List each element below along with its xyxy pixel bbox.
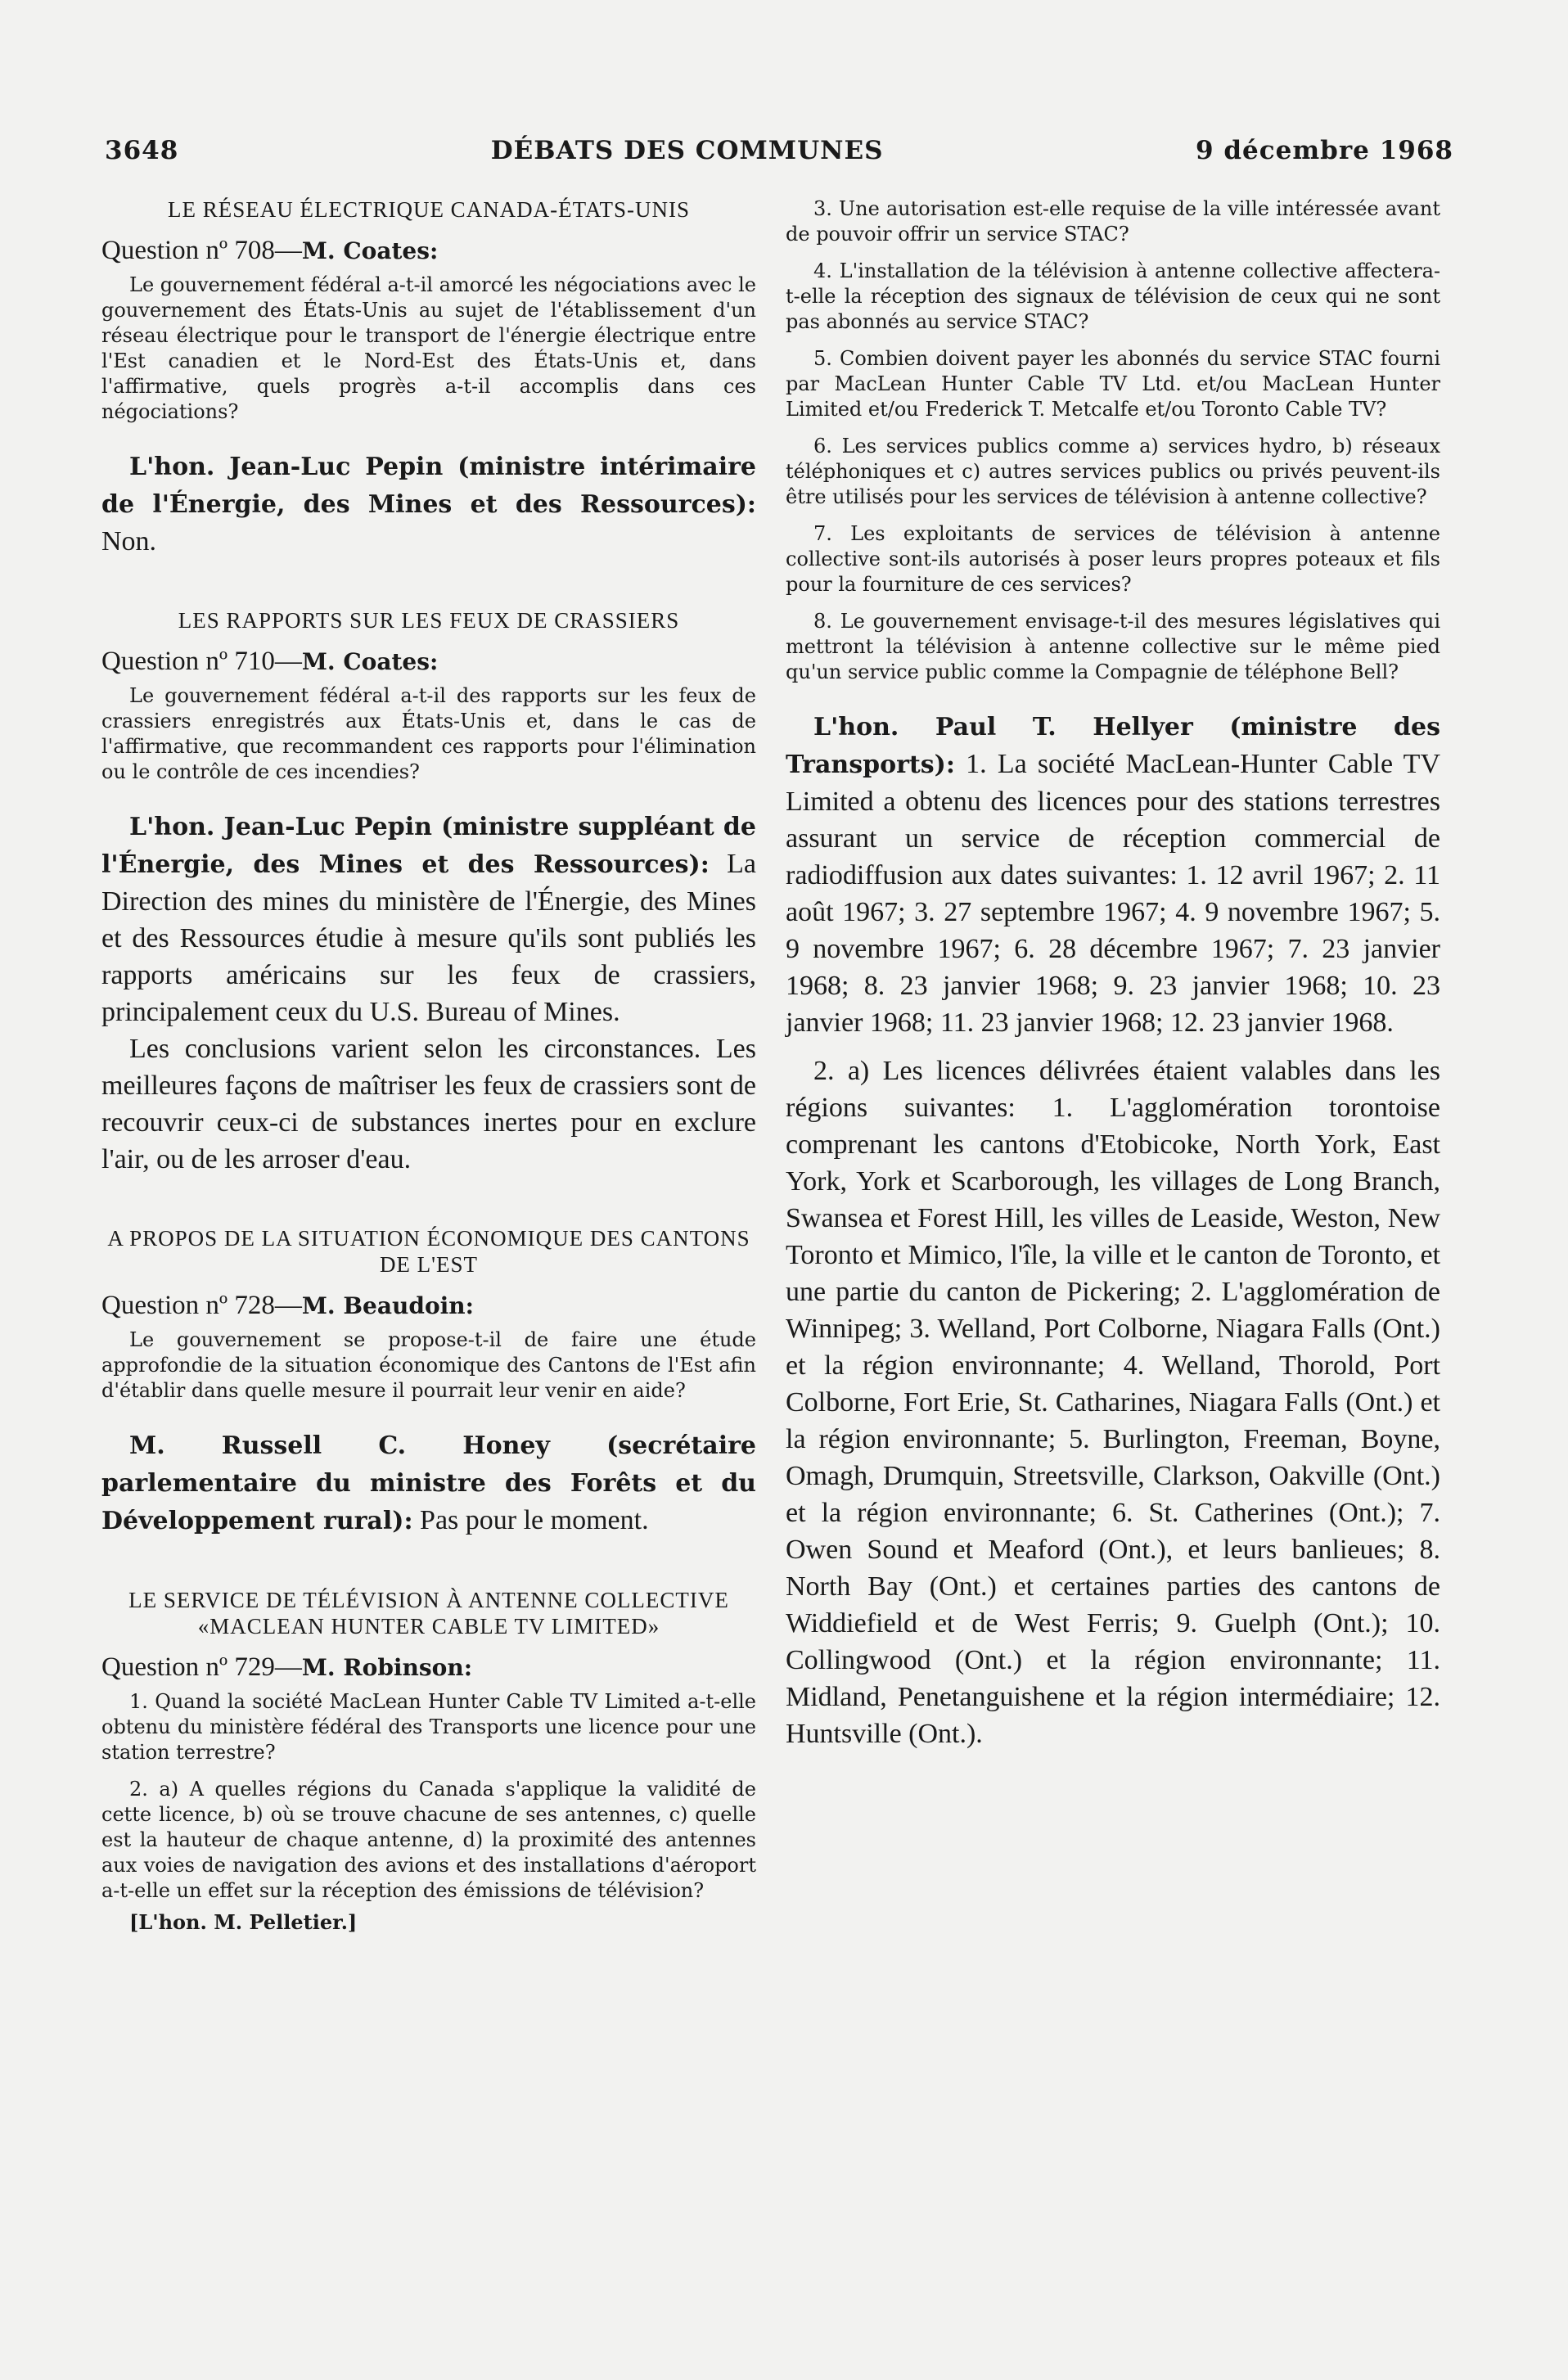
question-number: Question nº 729— [101,1652,302,1682]
page-header [105,136,1453,165]
answer-text: La Direction des mines du ministère de l'Énergie, des Mines et des Ressources étudie à mesure qu'ils sont publiés les rapports américains sur les feux de crassiers, principalement ceux du U.S. Bureau of Mines. [101,849,757,1027]
answer-paragraph [101,448,756,560]
question-line [101,1651,756,1684]
question-text: 4. L'installation de la télévision à antenne collective affectera-t-elle la réception des signaux de télévision de ceux qui ne sont pas abonnés au service STAC? [786,259,1440,333]
section-heading: LE RÉSEAU ÉLECTRIQUE CANADA-ÉTATS-UNIS [167,197,691,222]
question-text: Le gouvernement fédéral a-t-il amorcé les négociations avec le gouvernement des États-Unis au sujet de l'établissement d'un réseau électrique pour le transport de l'énergie électrique entre l'Est canadien et le Nord-Est des États-Unis et, dans l'affirmative, quels progrès a-t-il accomplis dans ces négociations? [101,273,756,423]
speaker: M. Russell C. Honey (secrétaire parlementaire du ministre des Forêts et du Développement rural): [101,1431,756,1535]
question-text: Le gouvernement se propose-t-il de faire une étude approfondie de la situation économique des Cantons de l'Est afin d'établir dans quelle mesure il pourrait leur venir en aide? [101,1328,756,1402]
answer-paragraph [101,808,756,1030]
speaker: L'hon. Jean-Luc Pepin (ministre suppléant de l'Énergie, des Mines et des Ressources): [101,813,756,879]
question-number: Question nº 710— [101,647,302,676]
question-line [101,234,756,268]
section-heading: LE SERVICE DE TÉLÉVISION À ANTENNE COLLECTIVE «MACLEAN HUNTER CABLE TV LIMITED» [128,1588,729,1639]
speaker: L'hon. Paul T. Hellyer (ministre des Transports): [786,713,1440,779]
page-title: DÉBATS DES COMMUNES [490,136,884,165]
question-text: 6. Les services publics comme a) services hydro, b) réseaux téléphoniques et c) autres services publics ou privés peuvent-ils être utilisés pour les services de télévision à antenne collective? [786,435,1440,508]
question-text: 3. Une autorisation est-elle requise de la ville intéressée avant de pouvoir offrir un service STAC? [786,197,1440,246]
speaker: L'hon. Jean-Luc Pepin (ministre intérimaire de l'Énergie, des Mines et des Ressources): [101,453,756,519]
question-text: 2. a) A quelles régions du Canada s'applique la validité de cette licence, b) où se trouve chacune de ses antennes, c) quelle est la hauteur de chaque antenne, d) la proximité des antennes aux voies de navigation des avions et des installations d'aéroport a-t-elle un effet sur la réception des émissions de télévision? [101,1778,756,1902]
question-member: M. Coates: [301,237,439,264]
question-member: M. Robinson: [301,1654,473,1681]
question-line [101,645,756,678]
signature: [L'hon. M. Pelletier.] [129,1910,358,1934]
answer-paragraph: 2. a) Les licences délivrées étaient valables dans les régions suivantes: 1. L'agglomération torontoise comprenant les cantons d'Etobicoke, North York, East York, York et Scarborough, les villages de Long Branch, Swansea et Forest Hill, les villes de Leaside, Weston, New Toronto et Mimico, l'île, la ville et le canton de Toronto, et une partie du canton de Pickering; 2. L'agglomération de Winnipeg; 3. Welland, Port Colborne, Niagara Falls (Ont.) et la région environnante; 4. Welland, Thorold, Port Colborne, Fort Erie, St. Catharines, Niagara Falls (Ont.) et la région environnante; 5. Burlington, Freeman, Boyne, Omagh, Drumquin, Streetsville, Clarkson, Oakville (Ont.) et la région environnante; 6. St. Catherines (Ont.); 7. Owen Sound et Meaford (Ont.), et leurs banlieues; 8. North Bay (Ont.) et certaines parties des cantons de Widdiefield et de West Ferris; 9. Guelph (Ont.); 10. Collingwood (Ont.) et la région environnante; 11. Midland, Penetanguishene et la région intermédiaire; 12. Huntsville (Ont.). [786,1056,1440,1749]
question-number: Question nº 728— [101,1291,302,1320]
question-text: 8. Le gouvernement envisage-t-il des mesures législatives qui mettront la télévision à antenne collective sur le même pied qu'un service public comme la Compagnie de téléphone Bell? [786,610,1440,683]
question-line [101,1289,756,1323]
question-text: 5. Combien doivent payer les abonnés du service STAC fourni par MacLean Hunter Cable TV Ltd. et/ou MacLean Hunter Limited et/ou Frederick T. Metcalfe et/ou Toronto Cable TV? [786,347,1440,421]
section-heading: LES RAPPORTS SUR LES FEUX DE CRASSIERS [178,608,680,633]
left-column [101,196,756,1934]
answer-paragraph [786,708,1440,1041]
answer-text: 1. La société MacLean-Hunter Cable TV Limited a obtenu des licences pour des stations terrestres assurant un service de réception commercial de radiodiffusion aux dates suivantes: 1. 12 avril 1967; 2. 11 août 1967; 3. 27 septembre 1967; 4. 9 novembre 1967; 5. 9 novembre 1967; 6. 28 décembre 1967; 7. 23 janvier 1968; 8. 23 janvier 1968; 9. 23 janvier 1968; 10. 23 janvier 1968; 11. 23 janvier 1968; 12. 23 janvier 1968. [786,749,1440,1038]
answer-text: Non. [101,526,157,557]
question-text: 1. Quand la société MacLean Hunter Cable TV Limited a-t-elle obtenu du ministère fédéral des Transports une licence pour une station terrestre? [101,1690,756,1764]
answer-paragraph: Les conclusions varient selon les circonstances. Les meilleures façons de maîtriser les feux de crassiers sont de recouvrir ceux-ci de substances inertes pour en exclure l'air, ou de les arroser d'eau. [101,1034,756,1174]
question-text: Le gouvernement fédéral a-t-il des rapports sur les feux de crassiers enregistrés aux États-Unis et, dans le cas de l'affirmative, que recommandent ces rapports pour l'élimination ou le contrôle de ces incendies? [101,684,756,783]
question-number: Question nº 708— [101,236,302,265]
answer-paragraph [101,1427,756,1539]
right-column [786,196,1440,1752]
page-date: 9 décembre 1968 [1196,136,1453,165]
section-heading: A PROPOS DE LA SITUATION ÉCONOMIQUE DES CANTONS DE L'EST [107,1226,750,1277]
question-member: M. Coates: [301,648,439,675]
question-member: M. Beaudoin: [301,1292,474,1319]
answer-text: Pas pour le moment. [420,1505,649,1535]
question-text: 7. Les exploitants de services de télévision à antenne collective sont-ils autorisés à poser leurs propres poteaux et fils pour la fourniture de ces services? [786,522,1440,596]
page-number: 3648 [105,136,179,165]
